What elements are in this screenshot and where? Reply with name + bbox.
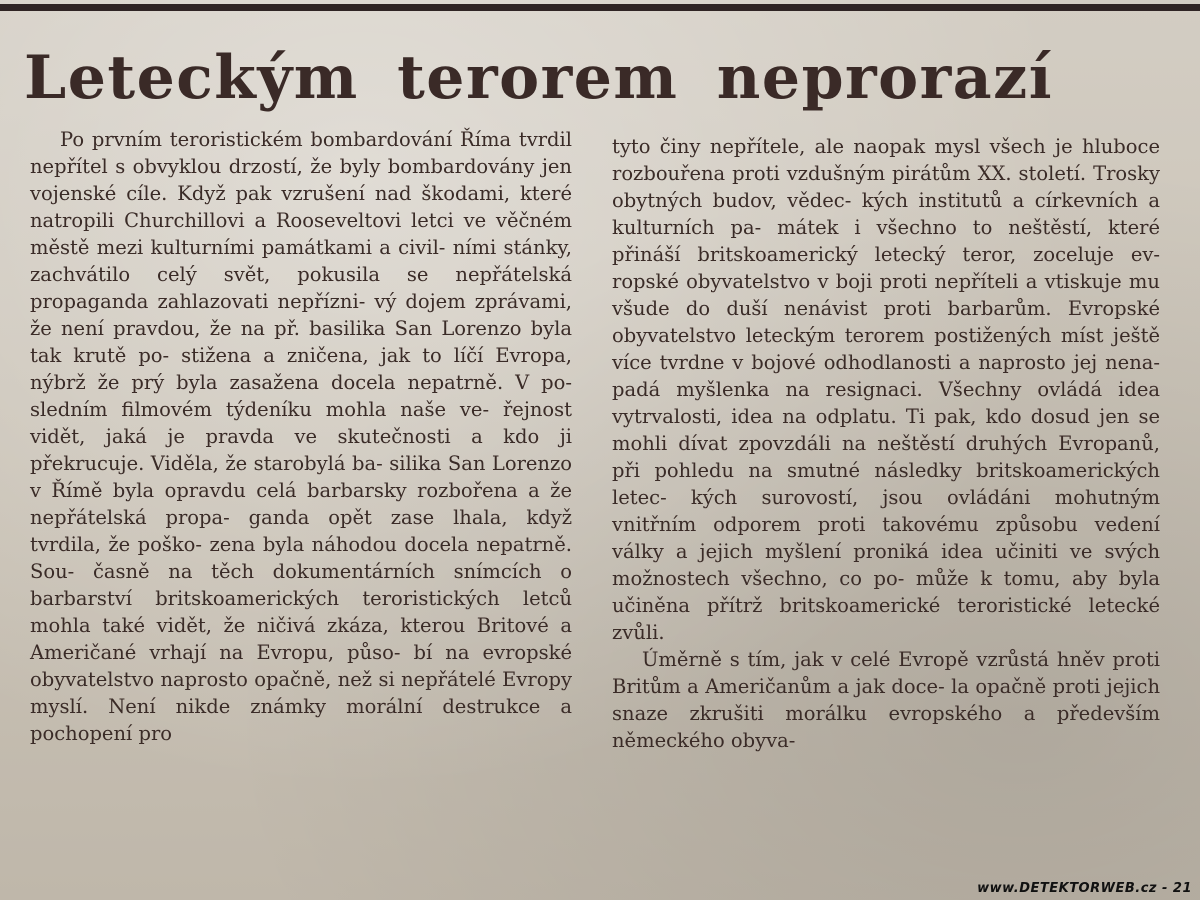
text-line: vnitřním odporem proti takovému způsobu [612,513,1078,536]
text-line: padá myšlenka na resignaci. Všechny ovládá [612,378,1103,401]
text-line: může k tomu, aby byla učiněna přítrž [612,567,1160,617]
text-line: evropského a především německého obyva- [612,702,1160,752]
text-line: řejnost vidět, jaká je pravda ve skutečnosti [30,398,573,448]
text-line: vtiskuje mu všude do duší nenávist proti [612,270,1160,320]
text-line: Úměrně s tím, jak v celé Evropě vzrůstá [642,648,1050,671]
text-line: vý dojem zprávami, že není pravdou, že na [30,290,573,340]
paragraph-2 [612,646,1160,754]
text-line: byly bombardovány jen vojenské cíle. Když [30,155,572,205]
text-line: učiniti ve svých možnostech všechno, co po- [612,540,1161,590]
paragraph-1 [30,126,572,747]
text-line: zena byla náhodou docela nepatrně. Sou- [30,533,572,583]
text-line: smutné následky britskoamerických letec- [612,459,1160,509]
text-line: nepřátelská propaganda zahlazovati nepřízni- [30,263,572,313]
text-line: XX. století. Trosky obytných budov, vědec- [612,162,1160,212]
article-headline: Leteckým terorem neprorazí [24,43,1054,113]
text-line: barbarsky rozbořena a že nepřátelská propa- [30,479,572,529]
text-line: tyto činy nepřítele, ale naopak mysl všech je [612,135,1073,158]
text-line: ropské obyvatelstvo v boji proti nepříteli a [612,270,1038,293]
text-line: městě mezi kulturními památkami a civil- [30,236,446,259]
text-line: ganda opět zase lhala, když tvrdila, že poško- [30,506,573,556]
text-line: vedení války a jejich myšlení proniká idea [612,513,1160,563]
text-line: letců mohla také vidět, že ničivá zkáza, kterou [30,587,572,637]
article-column-right [612,133,1160,754]
text-line: stižena a zničena, jak to líčí Evropa, nýbrž [30,344,573,394]
text-line: sledním filmovém týdeníku mohla naše ve- [30,398,490,421]
text-line: pak vzrušení nad škodami, které natropili [30,182,572,232]
text-line: o barbarství britskoamerických teroristických [30,560,572,610]
text-line: časně na těch dokumentárních snímcích [92,560,542,583]
text-line: známky morální destrukce a pochopení pro [30,695,572,745]
article-column-left [30,126,572,747]
site-watermark: www.DETEKTORWEB.cz - 21 [977,881,1192,896]
text-line: a kdo ji překrucuje. Viděla, že starobylá ba- [30,425,572,475]
text-line: Britové a Američané vrhají na Evropu, půso- [30,614,572,664]
text-line: Churchillovi a Rooseveltovi letci ve věčném [124,209,573,232]
text-line: la opačně proti jejich snaze zkrušiti morálku [612,675,1161,725]
text-line: neštěstí druhých Evropanů, při pohledu na [612,432,1160,482]
text-line: kých institutů a církevních a kulturních pa- [612,189,1160,239]
text-line: britskoamerický letecký teror, zoceluje ev- [697,243,1160,266]
text-line: terorem postižených míst ještě více tvrdne [612,324,1160,374]
text-line: mátek i všechno to neštěstí, které přináší [612,216,1160,266]
text-line: v bojové odhodlanosti a naprosto jej nena- [732,351,1160,374]
text-line: př. basilika San Lorenzo byla tak krutě po- [30,317,573,367]
paragraph-1-continued [612,133,1160,646]
text-line: hluboce rozbouřena proti vzdušným pirátům [612,135,1160,185]
text-line: Po prvním teroristickém bombardování [60,128,453,151]
text-line: britskoamerické teroristické letecké zvůli. [612,594,1160,644]
text-line: že prý byla zasažena docela nepatrně. V po- [97,371,572,394]
text-line: barbarům. Evropské obyvatelstvo leteckým [612,297,1161,347]
text-line: kých surovostí, jsou ovládáni mohutným [690,486,1160,509]
text-line: kdo dosud jen se mohli dívat zpovzdáli na [612,405,1160,455]
text-line: hněv proti Britům a Američanům a jak doce- [612,648,1161,698]
text-line: idea vytrvalosti, idea na odplatu. Ti pak, [612,378,1160,428]
top-rule [0,4,1200,11]
text-line: bí na evropské obyvatelstvo naprosto opačně, [30,641,573,691]
text-line: silika San Lorenzo v Římě byla opravdu celá [30,452,572,502]
text-line: ními stánky, zachvátilo celý svět, pokusila se [30,236,573,286]
text-line: než si nepřátelé Evropy myslí. Není nikde [30,668,572,718]
text-line: Říma tvrdil nepřítel s obvyklou drzostí, že [30,128,573,178]
